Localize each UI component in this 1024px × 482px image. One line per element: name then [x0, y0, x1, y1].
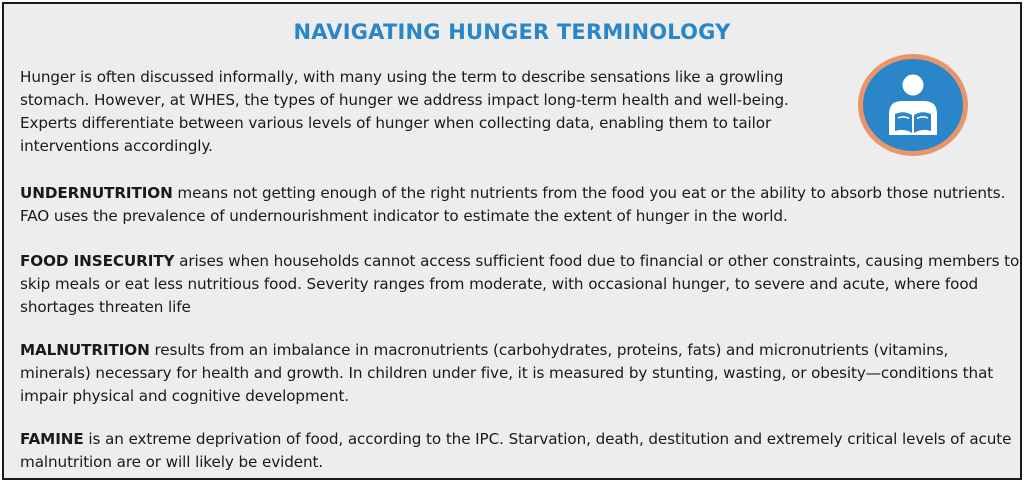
term-famine: FAMINE	[20, 430, 84, 448]
reader-icon	[856, 52, 970, 158]
malnutrition-paragraph	[20, 339, 1020, 408]
terminology-panel	[2, 2, 1022, 480]
term-malnutrition: MALNUTRITION	[20, 341, 150, 359]
food-insecurity-paragraph	[20, 250, 1020, 319]
famine-paragraph	[20, 428, 1020, 474]
intro-paragraph: Hunger is often discussed informally, with many using the term to describe sensations like a growling stomach. However, at WHES, the types of hunger we address impact long-term health and well-being. Experts differentiate between various levels of hunger when collecting data, enabling them to tailor interventions accordingly.	[20, 68, 789, 155]
term-food-insecurity: FOOD INSECURITY	[20, 252, 175, 270]
panel-title: NAVIGATING HUNGER TERMINOLOGY	[293, 20, 731, 44]
famine-text: is an extreme deprivation of food, according to the IPC. Starvation, death, destitution and extremely critical levels of acute malnutrition are or will likely be evident.	[20, 430, 1012, 471]
term-undernutrition: UNDERNUTRITION	[20, 184, 173, 202]
food-insecurity-text: arises when households cannot access sufficient food due to financial or other constraints, causing members to skip meals or eat less nutritious food. Severity ranges from moderate, with occasional hunger, to severe and acute, where food shortages threaten life	[20, 252, 1020, 316]
undernutrition-text: means not getting enough of the right nutrients from the food you eat or the ability to absorb those nutrients. FAO uses the prevalence of undernourishment indicator to estimate the extent of hunger in the world.	[20, 184, 1006, 225]
malnutrition-text: results from an imbalance in macronutrients (carbohydrates, proteins, fats) and micronutrients (vitamins, minerals) necessary for health and growth. In children under five, it is measured by stunting, wasting, or obesity—conditions that impair physical and cognitive development.	[20, 341, 994, 405]
undernutrition-paragraph	[20, 182, 1020, 228]
